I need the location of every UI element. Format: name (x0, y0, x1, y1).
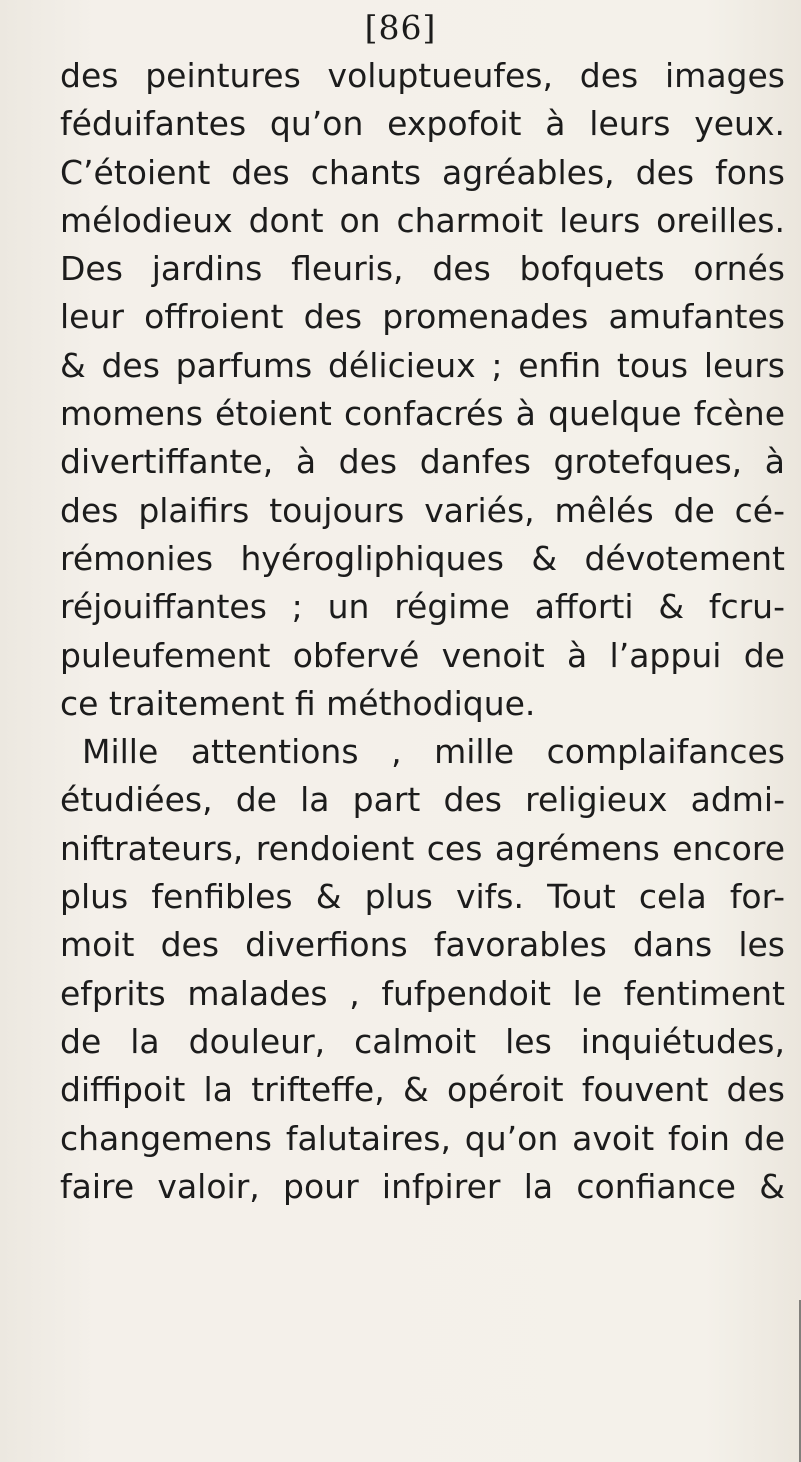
text-line: de la douleur, calmoit les inquiétudes, (60, 1021, 785, 1061)
text-line: faire valoir, pour infpirer la confiance & (60, 1166, 785, 1206)
text-line: rémonies hyérogliphiques & dévotement (60, 538, 785, 578)
text-line: ce traitement fi méthodique. (60, 683, 536, 723)
text-line: plus fenfibles & plus vifs. Tout cela for- (60, 877, 785, 917)
text-line: puleufement obfervé venoit à l’appui de (60, 635, 785, 675)
text-line: niftrateurs, rendoient ces agrémens encore (60, 828, 785, 868)
text-line: mélodieux dont on charmoit leurs oreilles. (60, 200, 785, 240)
body-text (60, 52, 785, 1211)
text-line: étudiées, de la part des religieux admi- (60, 780, 785, 820)
text-line: Mille attentions , mille complaifances (82, 732, 785, 772)
text-line: divertiffante, à des danfes grotefques, à (60, 442, 785, 482)
text-line: efprits malades , fufpendoit le fentiment (60, 973, 785, 1013)
page-number: [86] (364, 8, 437, 47)
text-line: C’étoient des chants agréables, des fons (60, 152, 785, 192)
text-line: réjouiffantes ; un régime afforti & fcru- (60, 587, 785, 627)
text-line: des peintures voluptueufes, des images (60, 56, 785, 95)
text-line: des plaifirs toujours variés, mêlés de cé- (60, 490, 785, 530)
text-line: & des parfums délicieux ; enfin tous leurs (60, 345, 785, 385)
text-line: momens étoient confacrés à quelque fcène (60, 394, 785, 434)
text-line: Des jardins fleuris, des bofquets ornés (60, 249, 785, 289)
text-line: leur offroient des promenades amufantes (60, 297, 785, 337)
text-line: féduifantes qu’on expofoit à leurs yeux. (60, 104, 785, 144)
text-line: moit des diverfions favorables dans les (60, 925, 785, 965)
text-line: diffipoit la trifteffe, & opéroit fouvent des (60, 1070, 785, 1110)
text-line: changemens falutaires, qu’on avoit foin de (60, 1118, 785, 1158)
